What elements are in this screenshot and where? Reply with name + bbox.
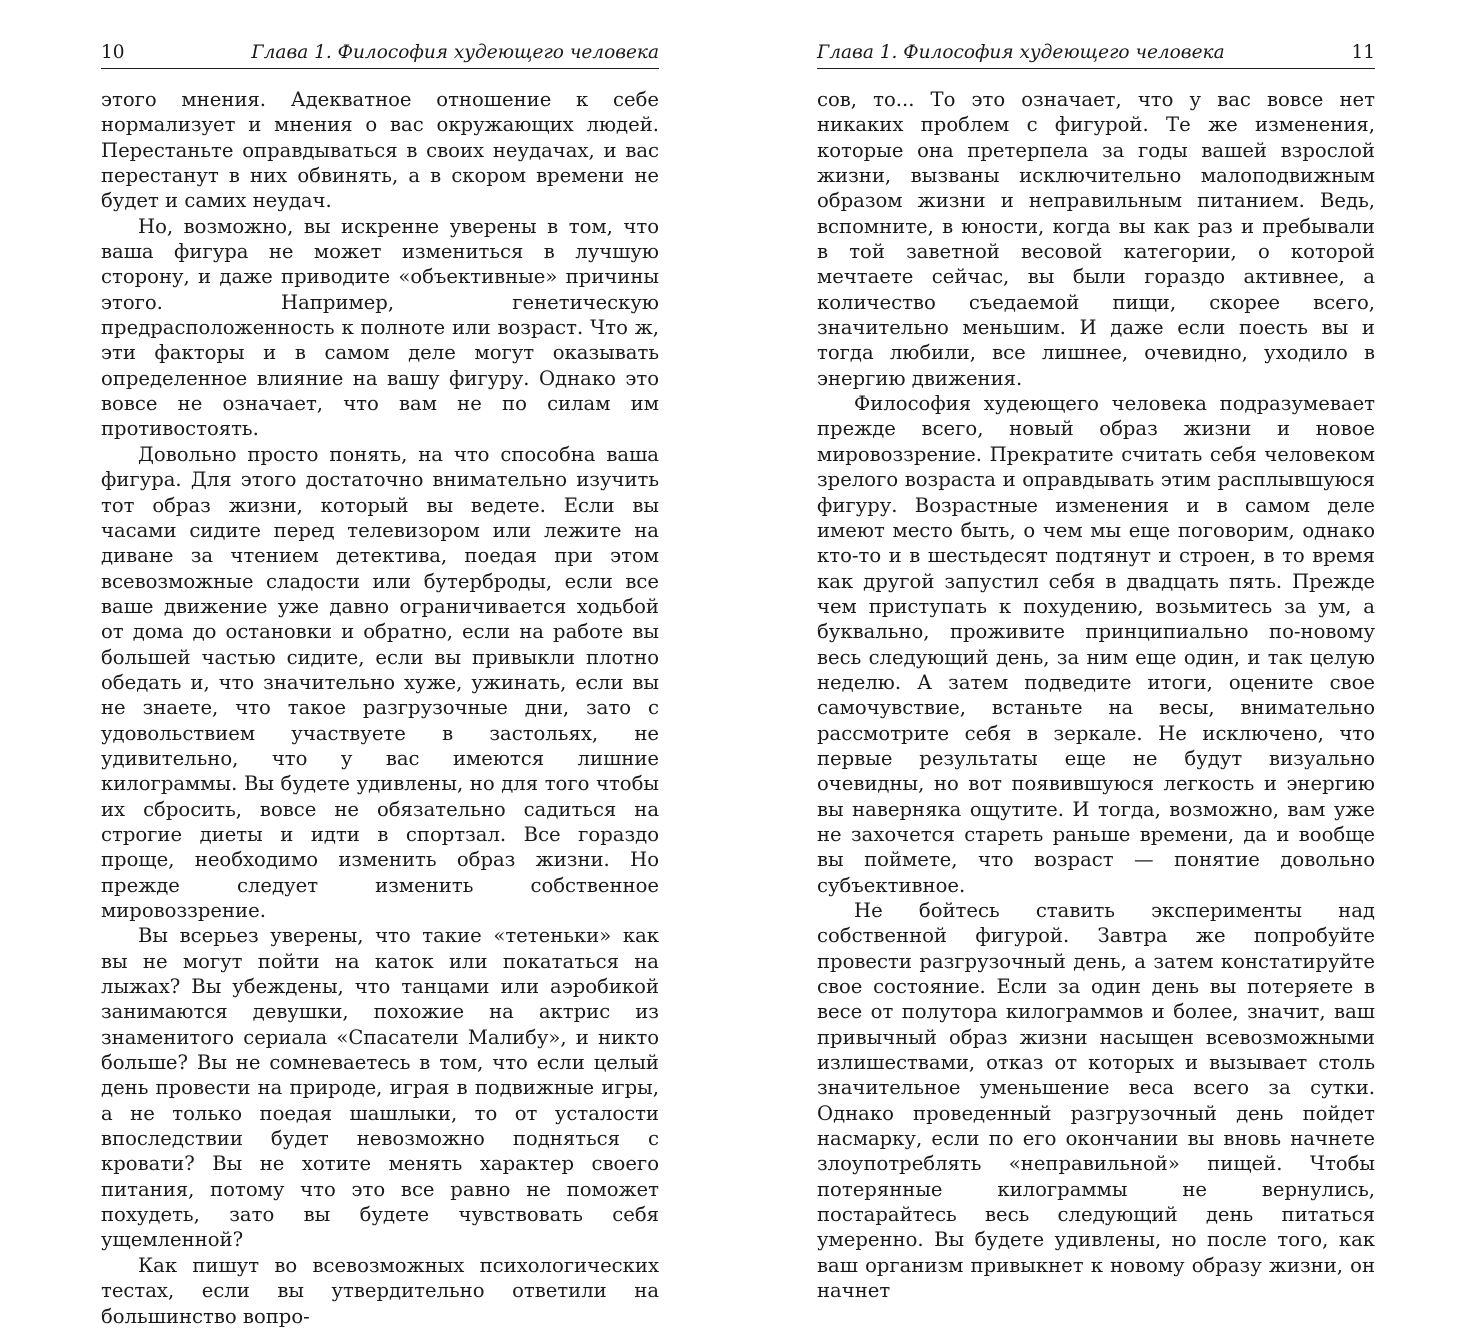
left-page-number: 10 xyxy=(101,42,125,63)
left-body-text xyxy=(101,87,659,1329)
paragraph: Как пишут во всевозможных психологических тестах, если вы утвердительно ответили на большинство вопро- xyxy=(101,1253,659,1328)
left-chapter-title: Глава 1. Философия худеющего человека xyxy=(251,42,659,63)
paragraph: Не бойтесь ставить эксперименты над собственной фигурой. Завтра же попробуйте провести разгрузочный день, а затем констатируйте свое состояние. Если за один день вы потеряете в весе от полутора килограммов и более, значит, ваш привычный образ жизни насыщен всевозможными излишествами, отказ от которых и вызывает столь значительное уменьшение веса всего за сутки. Однако проведенный разгрузочный день пойдет насмарку, если по его окончании вы вновь начнете злоупотреблять «неправильной» пищей. Чтобы потерянные килограммы не вернулись, постарайтесь весь следующий день питаться умеренно. Вы будете удивлены, но после того, как ваш организм привыкнет к новому образу жизни, он начнет xyxy=(817,899,1375,1303)
right-chapter-title: Глава 1. Философия худеющего человека xyxy=(817,42,1225,63)
left-page xyxy=(101,40,659,1329)
right-body-text xyxy=(817,87,1375,1304)
paragraph: Но, возможно, вы искренне уверены в том, что ваша фигура не может измениться в лучшую сторону, и даже приводите «объективные» причины этого. Например, генетическую предрасположенность к полноте или возраст. Что ж, эти факторы и в самом деле могут оказывать определенное влияние на вашу фигуру. Однако это вовсе не означает, что вам не по силам им противостоять. xyxy=(101,214,659,441)
paragraph: Довольно просто понять, на что способна ваша фигура. Для этого достаточно внимательно изучить тот образ жизни, который вы ведете. Если вы часами сидите перед телевизором или лежите на диване за чтением детектива, поедая при этом всевозможные сладости или бутерброды, если все ваше движение уже давно ограничивается ходьбой от дома до остановки и обратно, если на работе вы большей частью сидите, если вы привыкли плотно обедать и, что значительно хуже, ужинать, если вы не знаете, что такое разгрузочные дни, зато с удовольствием участвуете в застольях, не удивительно, что у вас имеются лишние килограммы. Вы будете удивлены, но для того чтобы их сбросить, вовсе не обязательно садиться на строгие диеты и идти в спортзал. Все гораздо проще, необходимо изменить образ жизни. Но прежде следует изменить собственное мировоззрение. xyxy=(101,442,659,922)
left-running-head xyxy=(101,40,659,69)
paragraph: сов, то... То это означает, что у вас вовсе нет никаких проблем с фигурой. Те же изменения, которые она претерпела за годы вашей взрослой жизни, вызваны исключительно малоподвижным образом жизни и неправильным питанием. Ведь, вспомните, в юности, когда вы как раз и пребывали в той заветной весовой категории, о которой мечтаете сейчас, вы были гораздо активнее, а количество съедаемой пищи, скорее всего, значительно меньшим. И даже если поесть вы и тогда любили, все лишнее, очевидно, уходило в энергию движения. xyxy=(817,88,1375,390)
paragraph: этого мнения. Адекватное отношение к себе нормализует и мнения о вас окружающих людей. Перестаньте оправдываться в своих неудачах, и вас перестанут в них обвинять, а в скором времени не будет и самих неудач. xyxy=(101,88,659,213)
paragraph: Философия худеющего человека подразумевает прежде всего, новый образ жизни и новое мировоззрение. Прекратите считать себя человеком зрелого возраста и оправдывать этим расплывшуюся фигуру. Возрастные изменения и в самом деле имеют место быть, о чем мы еще поговорим, однако кто-то и в шестьдесят подтянут и строен, в то время как другой запустил себя в двадцать пять. Прежде чем приступать к похудению, возьмитесь за ум, а буквально, проживите принципиально по-новому весь следующий день, за ним еще один, и так целую неделю. А затем подведите итоги, оцените свое самочувствие, встаньте на весы, внимательно рассмотрите себя в зеркале. Не исключено, что первые результаты еще не будут визуально очевидны, но вот появившуюся легкость и энергию вы наверняка ощутите. И тогда, возможно, вам уже не захочется стареть раньше времени, да и вообще вы поймете, что возраст — понятие довольно субъективное. xyxy=(817,392,1375,897)
right-page xyxy=(817,40,1375,1304)
right-running-head xyxy=(817,40,1375,69)
paragraph: Вы всерьез уверены, что такие «тетеньки» как вы не могут пойти на каток или покататься на лыжах? Вы убеждены, что танцами или аэробикой занимаются девушки, похожие на актрис из знаменитого сериала «Спасатели Малибу», и никто больше? Вы не сомневаетесь в том, что если целый день провести на природе, играя в подвижные игры, а не только поедая шашлыки, то от усталости впоследствии будет невозможно подняться с кровати? Вы не хотите менять характер своего питания, потому что это все равно не поможет похудеть, зато вы будете чувствовать себя ущемленной? xyxy=(101,924,659,1252)
right-page-number: 11 xyxy=(1351,42,1375,63)
